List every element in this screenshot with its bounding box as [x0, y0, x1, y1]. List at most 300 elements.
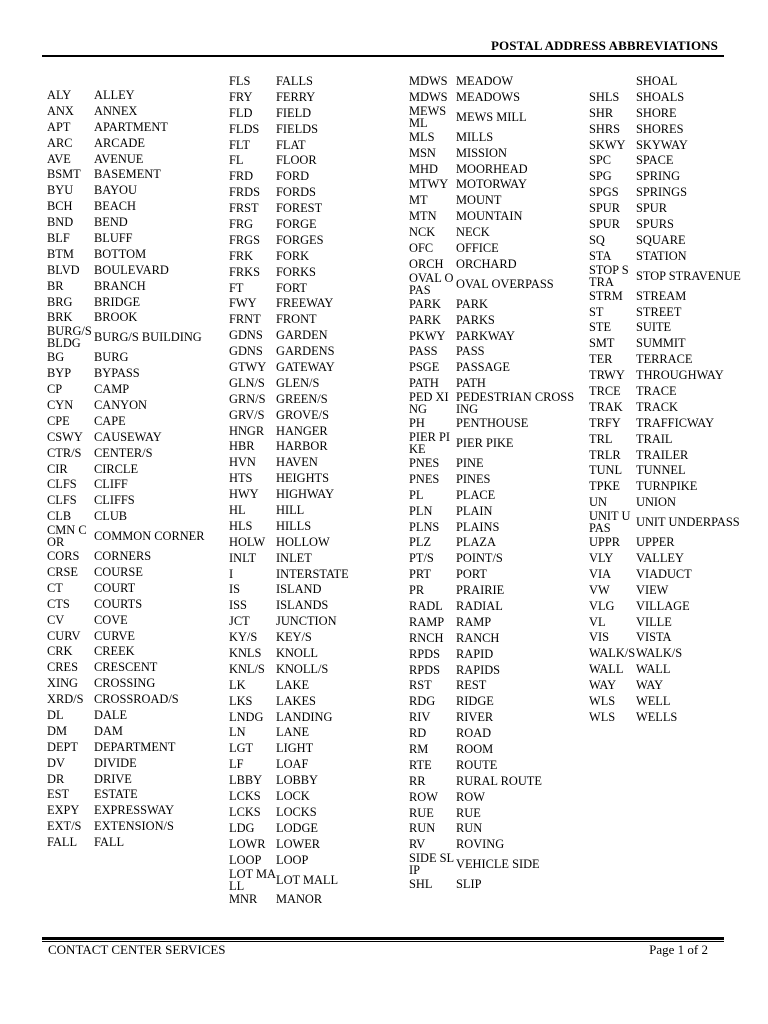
header-rule	[42, 55, 724, 57]
abbreviation-row	[47, 182, 217, 198]
abbreviation-code: CRES	[47, 660, 78, 675]
abbreviation-word: CURVE	[94, 628, 136, 643]
abbreviation-word: PINE	[456, 455, 484, 470]
abbreviation-code: LNDG	[229, 709, 264, 724]
abbreviation-code: TRFY	[589, 415, 621, 430]
abbreviation-row	[229, 629, 399, 645]
abbreviation-word: MOTORWAY	[456, 177, 527, 192]
abbreviation-word: BRANCH	[94, 278, 146, 293]
abbreviation-word: VEHICLE SIDE	[456, 857, 540, 872]
abbreviation-row	[589, 415, 759, 431]
abbreviation-word: WALL	[636, 662, 671, 677]
abbreviation-code: FRD	[229, 169, 254, 184]
abbreviation-word: KNOLL/S	[276, 661, 329, 676]
abbreviation-row	[589, 200, 759, 216]
abbreviation-word: CLIFFS	[94, 493, 135, 508]
abbreviation-row	[409, 415, 579, 431]
abbreviation-row	[409, 455, 579, 471]
abbreviation-word: AVENUE	[94, 151, 144, 166]
abbreviation-word: DAM	[94, 723, 123, 738]
abbreviation-code: FRST	[229, 201, 259, 216]
abbreviation-word: BOULEVARD	[94, 262, 169, 277]
abbreviation-code: EXT/S	[47, 819, 82, 834]
abbreviation-code: FRGS	[229, 232, 260, 247]
abbreviation-code: RDG	[409, 694, 436, 709]
abbreviation-row	[47, 325, 217, 349]
abbreviation-column-3	[409, 73, 579, 892]
abbreviation-code: RNCH	[409, 630, 444, 645]
abbreviation-code: I	[229, 566, 234, 581]
abbreviation-row	[589, 288, 759, 304]
abbreviation-code: EXPY	[47, 803, 80, 818]
abbreviation-word: FREEWAY	[276, 296, 334, 311]
abbreviation-code: WAY	[589, 678, 617, 693]
abbreviation-code: PARK	[409, 296, 441, 311]
abbreviation-code: PT/S	[409, 551, 434, 566]
abbreviation-row	[589, 264, 759, 288]
abbreviation-word: ESTATE	[94, 787, 138, 802]
abbreviation-row	[409, 328, 579, 344]
abbreviation-row	[589, 304, 759, 320]
abbreviation-row	[47, 413, 217, 429]
abbreviation-word: FALLS	[276, 73, 313, 88]
abbreviation-word: LOBBY	[276, 773, 318, 788]
abbreviation-word: TURNPIKE	[636, 479, 698, 494]
abbreviation-row	[229, 105, 399, 121]
abbreviation-code: XRD/S	[47, 692, 84, 707]
abbreviation-row	[47, 381, 217, 397]
abbreviation-word: PLAZA	[456, 535, 496, 550]
abbreviation-code: MTWY	[409, 177, 449, 192]
abbreviation-code: WLS	[589, 709, 616, 724]
abbreviation-word: PARKS	[456, 312, 495, 327]
abbreviation-row	[409, 359, 579, 375]
abbreviation-word: ROUTE	[456, 757, 498, 772]
abbreviation-word: EXTENSION/S	[94, 819, 174, 834]
abbreviation-row	[409, 876, 579, 892]
abbreviation-row	[47, 707, 217, 723]
abbreviation-row	[47, 278, 217, 294]
abbreviation-word: PASSAGE	[456, 360, 510, 375]
abbreviation-code: CLFS	[47, 477, 77, 492]
abbreviation-word: TERRACE	[636, 352, 693, 367]
abbreviation-word: WAY	[636, 678, 664, 693]
abbreviation-word: REST	[456, 678, 487, 693]
abbreviation-row	[589, 566, 759, 582]
abbreviation-row	[589, 335, 759, 351]
abbreviation-row	[47, 548, 217, 564]
abbreviation-code: FL	[229, 153, 244, 168]
abbreviation-word: COURTS	[94, 596, 143, 611]
abbreviation-word: PASS	[456, 344, 485, 359]
abbreviation-code: GRN/S	[229, 391, 266, 406]
abbreviation-word: SHOAL	[636, 73, 678, 88]
abbreviation-word: MANOR	[276, 892, 323, 907]
abbreviation-code: CTR/S	[47, 445, 82, 460]
abbreviation-word: CROSSROAD/S	[94, 692, 179, 707]
abbreviation-word: DRIVE	[94, 771, 132, 786]
abbreviation-code: DV	[47, 755, 65, 770]
abbreviation-word: VILLAGE	[636, 598, 690, 613]
abbreviation-code: VLY	[589, 550, 614, 565]
abbreviation-word: BEND	[94, 215, 128, 230]
abbreviation-word: MOUNTAIN	[456, 209, 523, 224]
abbreviation-row	[229, 248, 399, 264]
abbreviation-row	[409, 105, 579, 129]
abbreviation-word: BRIDGE	[94, 294, 141, 309]
abbreviation-word: KEY/S	[276, 630, 312, 645]
abbreviation-code: KNL/S	[229, 661, 265, 676]
abbreviation-word: RANCH	[456, 630, 500, 645]
abbreviation-code: RM	[409, 742, 429, 756]
abbreviation-code: DL	[47, 708, 64, 722]
abbreviation-word: SPACE	[636, 153, 674, 168]
abbreviation-code: CYN	[47, 397, 74, 412]
abbreviation-code: SMT	[589, 336, 615, 351]
abbreviation-row	[47, 214, 217, 230]
abbreviation-word: CAMP	[94, 382, 130, 397]
abbreviation-word: FORKS	[276, 264, 316, 279]
abbreviation-word: THROUGHWAY	[636, 368, 724, 383]
abbreviation-word: SUMMIT	[636, 336, 686, 351]
abbreviation-word: LOWER	[276, 836, 321, 851]
abbreviation-code: SHL	[409, 877, 433, 892]
abbreviation-row	[229, 582, 399, 598]
abbreviation-code: VL	[589, 614, 606, 629]
abbreviation-code: MLS	[409, 129, 435, 144]
abbreviation-row	[47, 294, 217, 310]
abbreviation-code: ALY	[47, 87, 72, 102]
abbreviation-word: HANGER	[276, 423, 328, 438]
abbreviation-code: FLDS	[229, 121, 260, 136]
footer-rule	[42, 937, 724, 940]
abbreviation-word: PATH	[456, 376, 486, 391]
abbreviation-row	[47, 230, 217, 246]
abbreviation-word: PENTHOUSE	[456, 416, 529, 431]
abbreviation-row	[229, 709, 399, 725]
abbreviation-code: UN	[589, 495, 607, 510]
abbreviation-row	[47, 802, 217, 818]
abbreviation-row	[409, 598, 579, 614]
abbreviation-code: BURG/S BLDG	[47, 324, 92, 351]
abbreviation-row	[229, 788, 399, 804]
abbreviation-code: FRG	[229, 216, 254, 231]
abbreviation-word: ISLAND	[276, 582, 322, 597]
abbreviation-row	[229, 327, 399, 343]
abbreviation-row	[47, 675, 217, 691]
abbreviation-word: VIADUCT	[636, 566, 692, 581]
abbreviation-word: CORNERS	[94, 549, 152, 564]
abbreviation-word: CIRCLE	[94, 461, 139, 476]
abbreviation-row	[229, 311, 399, 327]
abbreviation-word: CRESCENT	[94, 660, 158, 675]
abbreviation-word: ANNEX	[94, 103, 138, 118]
abbreviation-word: LANE	[276, 725, 310, 740]
abbreviation-row	[229, 184, 399, 200]
abbreviation-code: MHD	[409, 161, 438, 176]
abbreviation-code: PNES	[409, 455, 440, 470]
abbreviation-word: ROW	[456, 789, 485, 804]
abbreviation-code: LKS	[229, 693, 253, 708]
abbreviation-code: BTM	[47, 246, 74, 261]
abbreviation-word: CLUB	[94, 509, 128, 524]
abbreviation-row	[589, 478, 759, 494]
abbreviation-word: BAYOU	[94, 183, 137, 198]
abbreviation-row	[47, 644, 217, 660]
abbreviation-word: TRAFFICWAY	[636, 415, 715, 430]
abbreviation-word: LODGE	[276, 820, 318, 835]
abbreviation-code: STRM	[589, 288, 623, 303]
abbreviation-code: LN	[229, 725, 246, 740]
abbreviation-word: CAUSEWAY	[94, 429, 162, 444]
abbreviation-word: RAPID	[456, 646, 494, 661]
abbreviation-row	[589, 447, 759, 463]
abbreviation-code: SHR	[589, 105, 614, 120]
abbreviation-code: LOT MALL	[229, 866, 276, 893]
abbreviation-code: PLNS	[409, 519, 440, 534]
abbreviation-word: MEADOWS	[456, 89, 521, 104]
abbreviation-word: STATION	[636, 248, 687, 263]
abbreviation-code: OVAL OPAS	[409, 270, 454, 297]
abbreviation-row	[409, 805, 579, 821]
abbreviation-row	[47, 135, 217, 151]
abbreviation-code: STA	[589, 248, 612, 263]
abbreviation-row	[47, 365, 217, 381]
abbreviation-code: OFC	[409, 240, 434, 255]
abbreviation-word: SPRING	[636, 169, 681, 184]
abbreviation-code: SHLS	[589, 89, 620, 104]
abbreviation-word: FORD	[276, 169, 310, 184]
abbreviation-word: FORDS	[276, 185, 316, 200]
abbreviation-row	[47, 309, 217, 325]
abbreviation-row	[589, 351, 759, 367]
abbreviation-word: NECK	[456, 225, 490, 240]
abbreviation-row	[589, 137, 759, 153]
abbreviation-word: VALLEY	[636, 550, 684, 565]
abbreviation-code: HVN	[229, 455, 256, 470]
abbreviation-code: CORS	[47, 549, 80, 564]
abbreviation-code: FRK	[229, 248, 254, 263]
abbreviation-code: RAMP	[409, 614, 445, 629]
abbreviation-code: FLT	[229, 137, 250, 152]
abbreviation-row	[589, 319, 759, 335]
abbreviation-row	[47, 564, 217, 580]
abbreviation-code: MDWS	[409, 73, 448, 88]
abbreviation-row	[229, 121, 399, 137]
abbreviation-row	[409, 630, 579, 646]
abbreviation-word: FOREST	[276, 201, 323, 216]
abbreviation-word: ALLEY	[94, 87, 135, 102]
abbreviation-code: BRG	[47, 294, 73, 309]
abbreviation-row	[409, 836, 579, 852]
abbreviation-code: BYP	[47, 366, 72, 381]
abbreviation-row	[229, 375, 399, 391]
abbreviation-row	[47, 659, 217, 675]
abbreviation-row	[409, 145, 579, 161]
abbreviation-word: BYPASS	[94, 366, 140, 381]
abbreviation-word: TRACE	[636, 383, 677, 398]
abbreviation-code: BLVD	[47, 262, 80, 277]
abbreviation-code: STE	[589, 320, 612, 335]
abbreviation-code: BG	[47, 350, 65, 365]
abbreviation-code: SPGS	[589, 185, 619, 200]
abbreviation-word: SKYWAY	[636, 137, 688, 152]
abbreviation-word: FLAT	[276, 137, 306, 152]
abbreviation-word: WELLS	[636, 709, 678, 724]
abbreviation-row	[409, 582, 579, 598]
abbreviation-word: ARCADE	[94, 135, 145, 150]
abbreviation-code: PNES	[409, 471, 440, 486]
abbreviation-row	[409, 821, 579, 837]
abbreviation-row	[409, 161, 579, 177]
abbreviation-row	[409, 534, 579, 550]
abbreviation-code: RADL	[409, 598, 443, 613]
abbreviation-code: RPDS	[409, 662, 440, 677]
abbreviation-word: MEADOW	[456, 73, 514, 88]
abbreviation-code: PH	[409, 416, 425, 431]
abbreviation-word: CENTER/S	[94, 445, 153, 460]
abbreviation-code: HTS	[229, 471, 253, 486]
abbreviation-code: LDG	[229, 820, 255, 835]
abbreviation-code: LK	[229, 677, 246, 692]
abbreviation-word: MISSION	[456, 145, 507, 160]
abbreviation-code: FLS	[229, 73, 251, 88]
abbreviation-row	[409, 487, 579, 503]
abbreviation-row	[409, 431, 579, 455]
abbreviation-word: FERRY	[276, 89, 316, 104]
abbreviation-row	[589, 248, 759, 264]
abbreviation-row	[47, 246, 217, 262]
abbreviation-word: LIGHT	[276, 741, 314, 756]
abbreviation-code: CTS	[47, 596, 70, 611]
abbreviation-code: PKWY	[409, 328, 446, 343]
abbreviation-code: HNGR	[229, 423, 265, 438]
abbreviation-code: PIER PIKE	[409, 430, 450, 457]
abbreviation-word: MILLS	[456, 129, 494, 144]
abbreviation-word: KNOLL	[276, 646, 318, 660]
abbreviation-word: RAPIDS	[456, 662, 501, 677]
abbreviation-word: RIVER	[456, 710, 494, 725]
abbreviation-row	[229, 613, 399, 629]
abbreviation-code: BCH	[47, 199, 73, 214]
abbreviation-row	[229, 407, 399, 423]
abbreviation-word: RURAL ROUTE	[456, 773, 542, 788]
abbreviation-code: PASS	[409, 344, 438, 359]
abbreviation-row	[409, 224, 579, 240]
abbreviation-code: MTN	[409, 209, 437, 224]
abbreviation-row	[589, 582, 759, 598]
abbreviation-row	[229, 454, 399, 470]
abbreviation-code: LOOP	[229, 852, 262, 867]
abbreviation-row	[47, 628, 217, 644]
abbreviation-code: PRT	[409, 567, 431, 582]
abbreviation-row	[47, 787, 217, 803]
abbreviation-row	[47, 262, 217, 278]
abbreviation-code: MNR	[229, 892, 258, 907]
abbreviation-row	[47, 508, 217, 524]
abbreviation-word: LOOP	[276, 852, 309, 867]
abbreviation-row	[409, 176, 579, 192]
abbreviation-word: LOAF	[276, 757, 309, 772]
abbreviation-row	[47, 119, 217, 135]
abbreviation-row	[229, 597, 399, 613]
abbreviation-code: PATH	[409, 376, 439, 391]
abbreviation-code: UPPR	[589, 535, 620, 550]
page-number: Page 1 of 2	[649, 942, 708, 957]
abbreviation-word: BURG/S BUILDING	[94, 330, 202, 345]
abbreviation-row	[589, 661, 759, 677]
abbreviation-row	[47, 445, 217, 461]
abbreviation-code: ROW	[409, 789, 438, 804]
abbreviation-code: LGT	[229, 741, 254, 756]
abbreviation-row	[589, 399, 759, 415]
abbreviation-row	[589, 630, 759, 646]
abbreviation-word: LANDING	[276, 709, 333, 724]
abbreviation-word: GLEN/S	[276, 375, 320, 390]
abbreviation-code: GDNS	[229, 328, 263, 343]
abbreviation-code: ORCH	[409, 256, 444, 271]
abbreviation-code: HBR	[229, 439, 255, 454]
abbreviation-word: HARBOR	[276, 439, 328, 454]
abbreviation-code: GDNS	[229, 344, 263, 359]
abbreviation-word: UPPER	[636, 535, 675, 550]
abbreviation-row	[47, 166, 217, 182]
abbreviation-code: LF	[229, 757, 244, 772]
abbreviation-row	[229, 73, 399, 89]
abbreviation-word: HILL	[276, 502, 305, 517]
abbreviation-code: DEPT	[47, 739, 78, 754]
abbreviation-word: STREET	[636, 304, 682, 319]
abbreviation-row	[589, 73, 759, 89]
abbreviation-row	[47, 397, 217, 413]
abbreviation-word: RUE	[456, 805, 481, 820]
abbreviation-word: BASEMENT	[94, 167, 161, 182]
abbreviation-row	[47, 739, 217, 755]
abbreviation-code: ARC	[47, 135, 73, 150]
abbreviation-word: MEWS MILL	[456, 109, 527, 124]
abbreviation-row	[229, 168, 399, 184]
abbreviation-code: ANX	[47, 103, 74, 118]
abbreviation-word: GARDENS	[276, 344, 335, 359]
abbreviation-word: PLACE	[456, 487, 496, 502]
abbreviation-row	[229, 232, 399, 248]
abbreviation-row	[47, 103, 217, 119]
abbreviation-word: PINES	[456, 471, 491, 486]
abbreviation-code: TRAK	[589, 399, 623, 414]
abbreviation-row	[409, 296, 579, 312]
abbreviation-word: DIVIDE	[94, 755, 137, 770]
abbreviation-word: HILLS	[276, 518, 312, 533]
abbreviation-word: TRAIL	[636, 431, 673, 446]
abbreviation-code: BRK	[47, 310, 73, 325]
abbreviation-code: TER	[589, 352, 613, 367]
abbreviation-word: ROVING	[456, 837, 505, 852]
abbreviation-word: UNIT UNDERPASS	[636, 515, 740, 530]
abbreviation-row	[47, 755, 217, 771]
abbreviation-word: HOLLOW	[276, 534, 330, 549]
abbreviation-row	[409, 550, 579, 566]
abbreviation-code: WALL	[589, 662, 624, 677]
abbreviation-code: CP	[47, 382, 63, 397]
abbreviation-row	[229, 756, 399, 772]
abbreviation-row	[409, 773, 579, 789]
abbreviation-code: FRKS	[229, 264, 260, 279]
abbreviation-code: BSMT	[47, 167, 81, 182]
abbreviation-row	[229, 677, 399, 693]
abbreviation-word: HAVEN	[276, 455, 318, 470]
abbreviation-row	[409, 646, 579, 662]
abbreviation-word: OVAL OVERPASS	[456, 276, 554, 291]
